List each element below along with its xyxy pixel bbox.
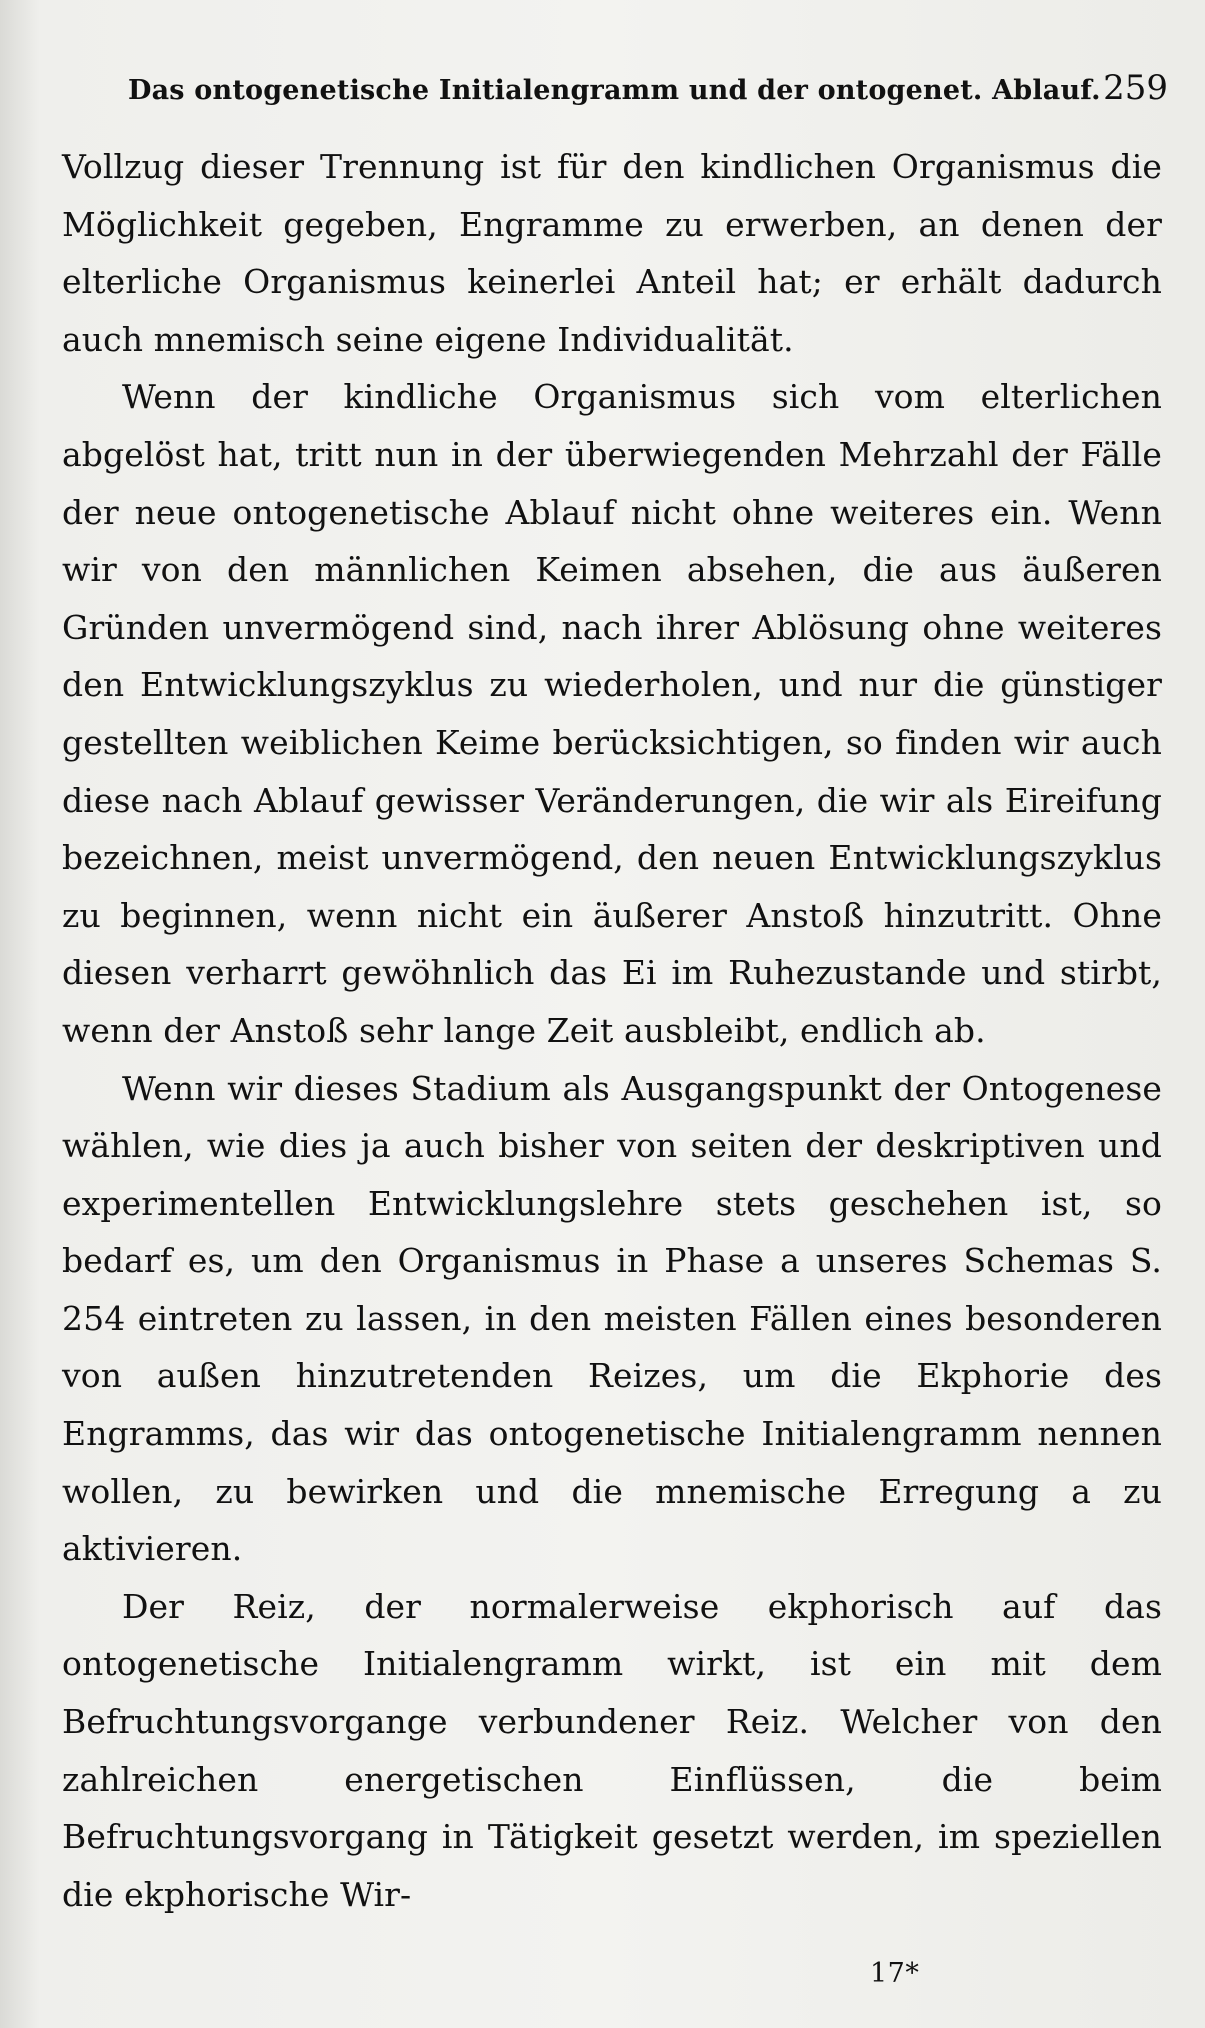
signature-mark: 17* xyxy=(870,1958,920,1989)
paragraph-4: Der Reiz, der normalerweise ekphorisch auf das ontogenetische Initialengramm wirkt, ist ein mit dem Befruchtungsvorgange verbundener Reiz. Welcher von den zahlreichen energetischen Einflüssen, die beim Befruchtungsvorgang in Tätigkeit gesetzt werden, im speziellen die ekphorische Wir- xyxy=(62,1586,1162,1914)
page-number: 259 xyxy=(1103,68,1168,108)
running-title: Das ontogenetische Initialengramm und der ontogenet. Ablauf. xyxy=(128,75,1101,106)
paragraph-1: Vollzug dieser Trennung ist für den kindlichen Organismus die Möglichkeit gegeben, Engramme zu erwerben, an denen der elterliche Organismus keinerlei Anteil hat; er erhält dadurch auch mnemisch seine eigene Individualität. xyxy=(62,147,1162,359)
running-head xyxy=(128,68,1168,118)
body-text xyxy=(62,138,1162,1923)
paragraph-3: Wenn wir dieses Stadium als Ausgangspunkt der Ontogenese wählen, wie dies ja auch bisher von seiten der deskriptiven und experimentellen Entwicklungslehre stets geschehen ist, so bedarf es, um den Organismus in Phase a unseres Schemas S. 254 eintreten zu lassen, in den meisten Fällen eines besonderen von außen hinzutretenden Reizes, um die Ekphorie des Engramms, das wir das ontogenetische Initialengramm nennen wollen, zu bewirken und die mnemische Erregung a zu aktivieren. xyxy=(62,1068,1162,1569)
paragraph-2: Wenn der kindliche Organismus sich vom elterlichen abgelöst hat, tritt nun in der überwiegenden Mehrzahl der Fälle der neue ontogenetische Ablauf nicht ohne weiteres ein. Wenn wir von den männlichen Keimen absehen, die aus äußeren Gründen unvermögend sind, nach ihrer Ablösung ohne weiteres den Entwicklungszyklus zu wiederholen, und nur die günstiger gestellten weiblichen Keime berücksichtigen, so finden wir auch diese nach Ablauf gewisser Veränderungen, die wir als Eireifung bezeichnen, meist unvermögend, den neuen Entwicklungszyklus zu beginnen, wenn nicht ein äußerer Anstoß hinzutritt. Ohne diesen verharrt gewöhnlich das Ei im Ruhezustande und stirbt, wenn der Anstoß sehr lange Zeit ausbleibt, endlich ab. xyxy=(62,377,1162,1050)
